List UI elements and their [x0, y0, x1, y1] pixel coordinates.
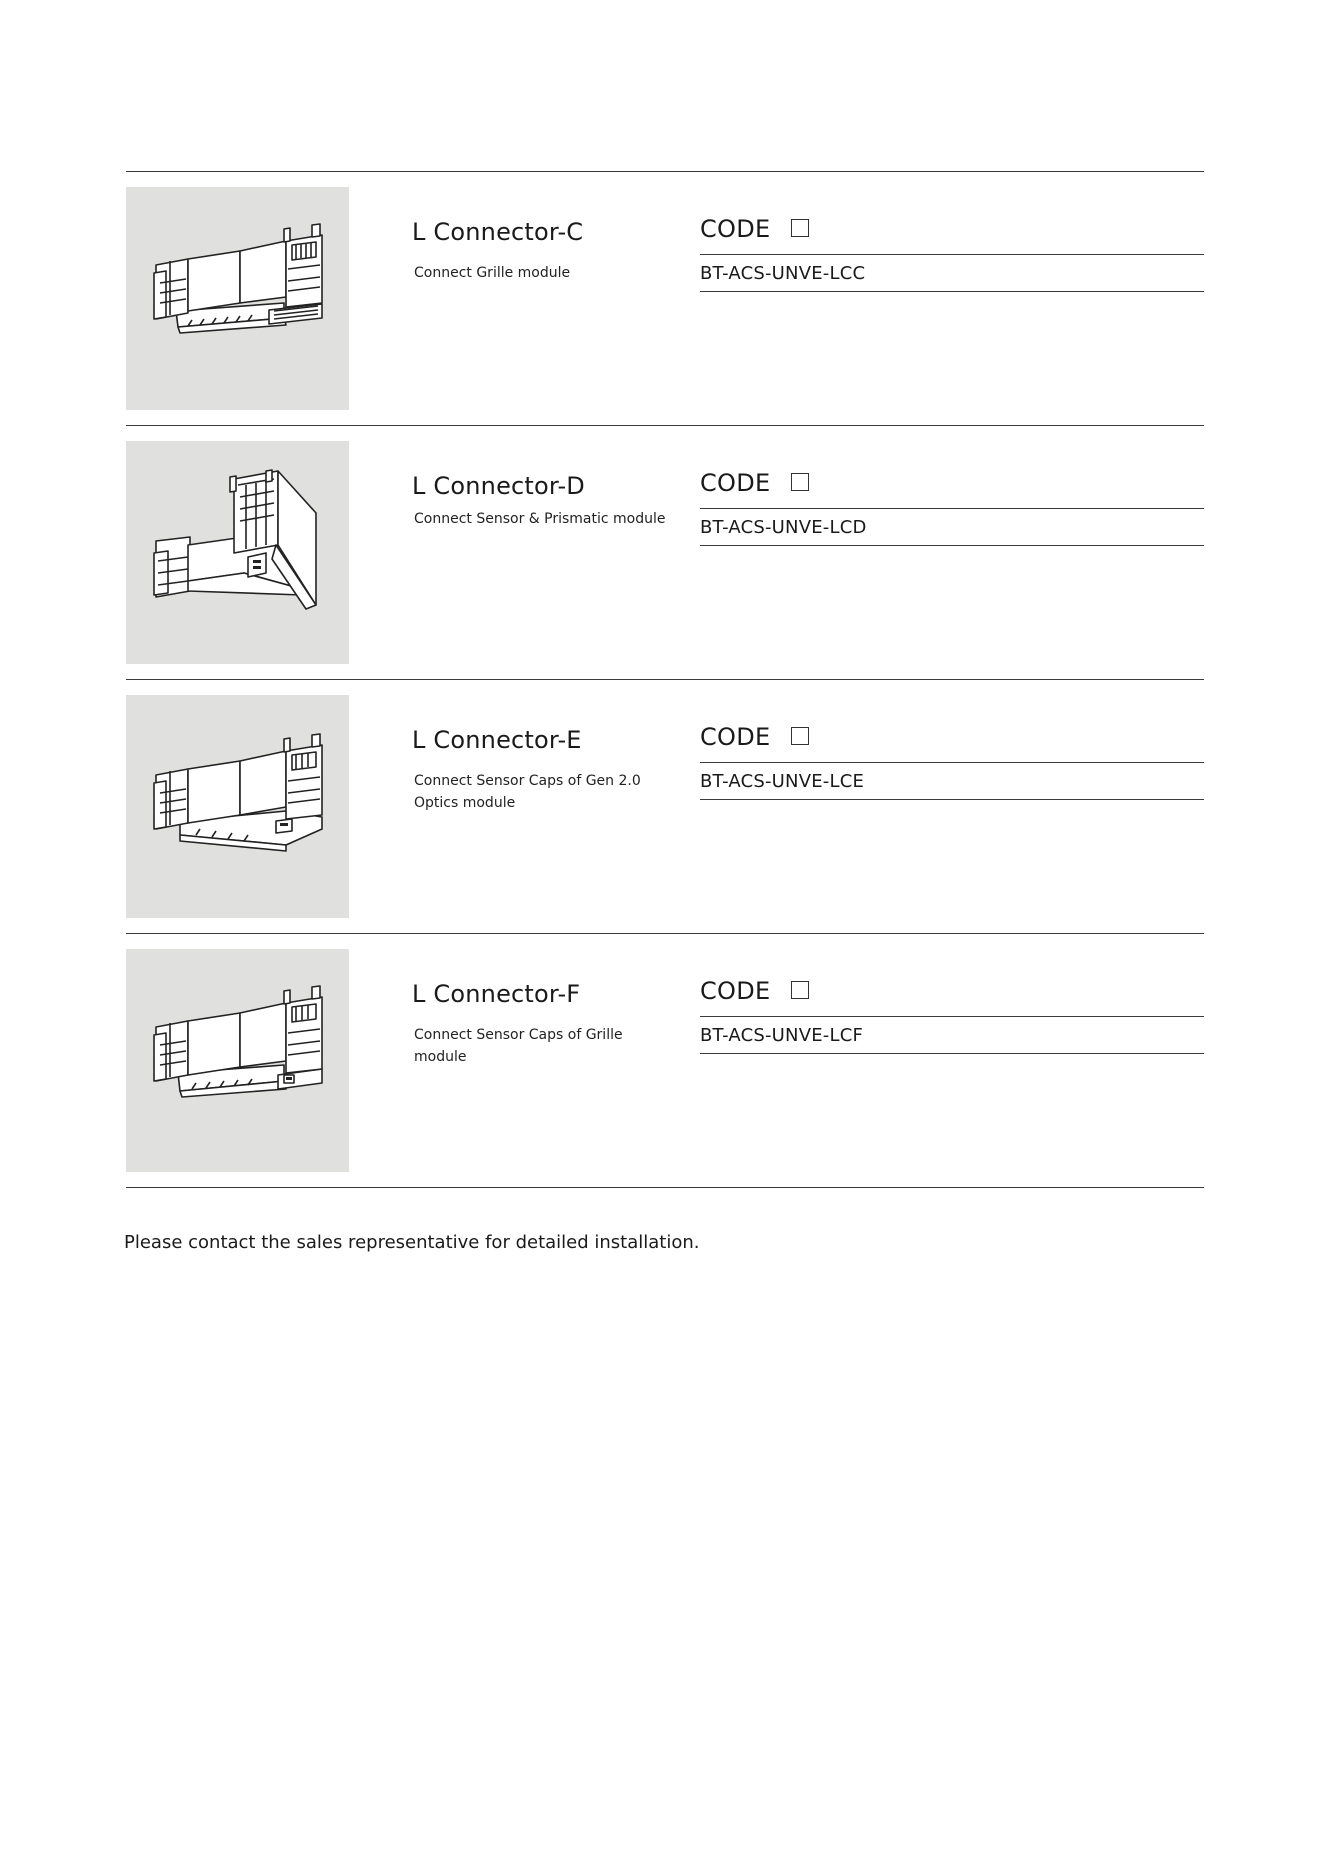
product-name: L Connector-D — [412, 472, 585, 500]
code-bottom-rule — [700, 799, 1204, 800]
code-label: CODE — [700, 215, 771, 243]
product-description — [414, 1024, 674, 1068]
product-row — [0, 934, 1323, 1188]
description-line: Optics module — [414, 795, 516, 811]
code-bottom-rule — [700, 1053, 1204, 1054]
code-label: CODE — [700, 723, 771, 751]
product-code: BT-ACS-UNVE-LCE — [700, 771, 865, 792]
l-connector-c-drawing-icon — [126, 187, 349, 410]
product-name: L Connector-C — [412, 218, 584, 246]
product-description — [414, 508, 674, 530]
product-image — [126, 441, 349, 664]
code-bottom-rule — [700, 291, 1204, 292]
code-bottom-rule — [700, 545, 1204, 546]
product-name: L Connector-E — [412, 726, 582, 754]
product-description — [414, 770, 674, 814]
description-line: Connect Sensor Caps of Grille module — [414, 1027, 623, 1065]
code-top-rule — [700, 1016, 1204, 1017]
product-row — [0, 426, 1323, 680]
product-code: BT-ACS-UNVE-LCD — [700, 517, 867, 538]
installation-note: Please contact the sales representative for detailed installation. — [124, 1232, 700, 1253]
code-top-rule — [700, 254, 1204, 255]
description-line: Connect Grille module — [414, 265, 571, 281]
code-label: CODE — [700, 469, 771, 497]
product-row — [0, 680, 1323, 934]
description-line: Connect Sensor Caps of Gen 2.0 — [414, 773, 641, 789]
l-connector-d-drawing-icon — [126, 441, 349, 664]
product-name: L Connector-F — [412, 980, 581, 1008]
code-checkbox[interactable] — [791, 981, 809, 999]
product-description — [414, 262, 674, 284]
code-checkbox[interactable] — [791, 727, 809, 745]
product-image — [126, 695, 349, 918]
code-checkbox[interactable] — [791, 219, 809, 237]
code-top-rule — [700, 762, 1204, 763]
code-top-rule — [700, 508, 1204, 509]
code-label: CODE — [700, 977, 771, 1005]
product-code: BT-ACS-UNVE-LCC — [700, 263, 866, 284]
description-line: Connect Sensor & Prismatic module — [414, 511, 666, 527]
product-row — [0, 172, 1323, 426]
code-checkbox[interactable] — [791, 473, 809, 491]
product-image — [126, 949, 349, 1172]
l-connector-e-drawing-icon — [126, 695, 349, 918]
product-image — [126, 187, 349, 410]
l-connector-f-drawing-icon — [126, 949, 349, 1172]
product-code: BT-ACS-UNVE-LCF — [700, 1025, 864, 1046]
